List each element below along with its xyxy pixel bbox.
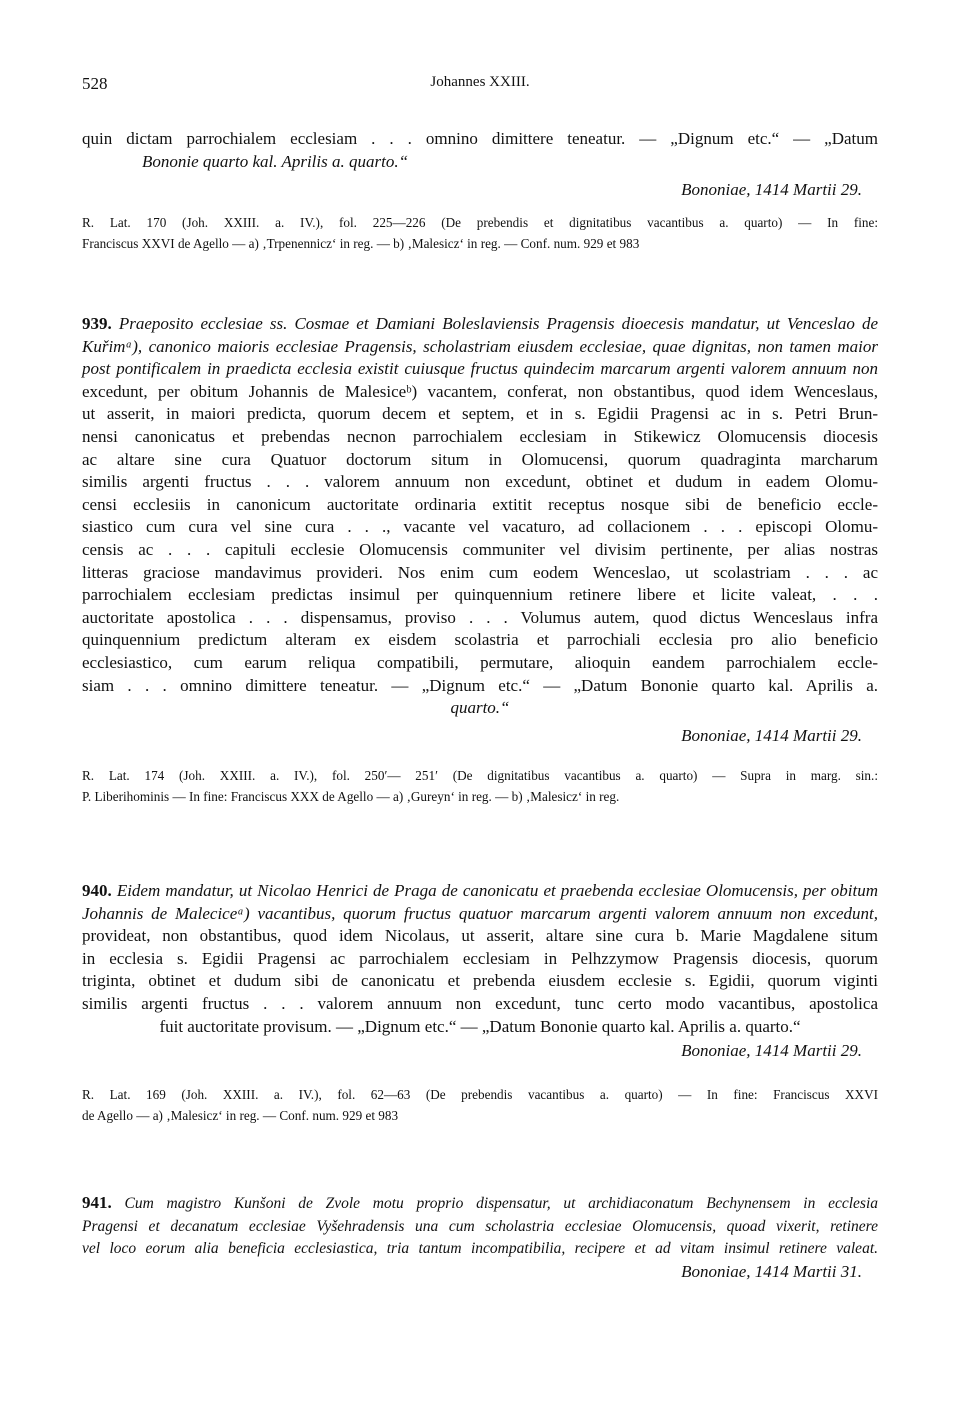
entry-date: Bononiae, 1414 Martii 29. [681, 180, 862, 200]
entry-number: 941. [82, 1193, 112, 1212]
entry-941 [82, 1192, 878, 1283]
running-title: Johannes XXIII. [430, 74, 530, 90]
entry-938-continuation [82, 128, 878, 254]
entry-text: 941. Cum magistro Kunšoni de Zvole motu proprio dispensatur, ut archidiaconatum Bechynensem in ecclesia Pragensi et decanatum ecclesiae Vyšehradensis una cum scholastria ecclesiae Olomucensis, quoad vixerit, retinere vel loco eorum alia beneficia ecclesiastica, tria tantum incompatibilia, recipere et ad vitam insimul retinere valeat. [82, 1193, 878, 1258]
entry-940: 940. Eidem mandatur, ut Nicolao Henrici de Praga de canonicatu et praebenda ecclesiae Olomucensis, per obitum Johannis de Maleciceᵃ) vacantibus, quorum fructus quatuor marcarum argenti valorem annuum non excedunt, provideat, non obstantibus, quod idem Nicolaus, ut asserit, altare sine cura b. Marie Magdalene situm in ecclesia s. Egidii Pragensi ac parrochialem ecclesiam in Pelhzzymow Pragensis diocesis, quorum triginta, obtinet et dudum sibi de canonicatu et prebenda eiusdem ecclesie s. Egidii, quorum viginti similis argenti fructus . . . valorem annuum non excedunt, tunc certo modo vacantibus, apostolica fuit auctoritate provisum. — „Dignum etc.“ — „Datum Bononie quarto kal. Aprilis a. quarto.“ Bononiae, 1414 Martii 29. R. Lat. 169 (Joh. XXIII. a. IV.), fol. 62—63 (De prebendis vacantibus a. quarto) — In fine: Franciscus XXVI de Agello — a) ‚Malesicz‘ in reg. — Conf. num. 929 et 983 [82, 880, 878, 1126]
entry-text: 940. Eidem mandatur, ut Nicolao Henrici de Praga de canonicatu et praebenda ecclesiae Olomucensis, per obitum Johannis de Maleciceᵃ) vacantibus, quorum fructus quatuor marcarum argenti valorem annuum non excedunt, provideat, non obstantibus, quod idem Nicolaus, ut asserit, altare sine cura b. Marie Magdalene situm in ecclesia s. Egidii Pragensi ac parrochialem ecclesiam in Pelhzzymow Pragensis diocesis, quorum triginta, obtinet et dudum sibi de canonicatu et prebenda eiusdem ecclesie s. Egidii, quorum viginti similis argenti fructus . . . valorem annuum non excedunt, tunc certo modo vacantibus, apostolica [82, 881, 879, 1013]
entry-date: Bononiae, 1414 Martii 29. [681, 726, 862, 746]
page-header [82, 74, 878, 98]
text-line: quin dictam parrochialem ecclesiam . . . omnino dimittere teneatur. — „Dignum etc.“ — „Datum [82, 129, 878, 148]
text-line: Bononie quarto kal. Aprilis a. quarto.“ [142, 151, 409, 171]
entry-text: 939. Praeposito ecclesiae ss. Cosmae et Damiani Boleslaviensis Pragensis dioecesis mandatur, ut Venceslao de Kuřimᵃ), canonico maioris ecclesiae Pragensis, scholastriam eiusdem ecclesiae, quae dignitas, non tamen maior post pontificalem in praedicta ecclesia existit cuiusque fructus quindecim marcarum argenti valorem annuum non excedunt, per obitum Johannis de Malesiceᵇ) vacantem, conferat, non obstantibus, quod idem Wenceslaus, ut asserit, in maiori predicta, quorum decem et septem, et in s. Egidii Pragensi ac in s. Petri Brun- nensi canonicatus et prebendas necnon parrochialem ecclesiam in Stikewicz Olomucensis diocesis ac altare sine cura Quatuor doctorum situm in Olomucensi, quorum quadraginta marcharum similis argenti fructus . . . valorem annuum non excedunt, obtinet et dudum in eadem Olomu- censi ecclesiis in canonicum auctoritate ordinaria extitit receptus nosque sibi de beneficio eccle- siastico cum cura vel sine cura . . ., vacante vel vacaturo, ad collacionem . . . episcopi Olomu- censis ac . . . capituli ecclesie Olomucensis communiter vel divisim pertinente, per alias nostras litteras graciose mandavimus provideri. Nos enim cum eodem Wenceslao, ut scolastriam . . . ac parrochialem ecclesiam predictas insimul per quinquennium retinere libere et licite valeat, . . . auctoritate apostolica . . . dispensamus, proviso . . . Volumus autem, quod dictus Wenceslaus infra quinquennium predictum alteram ex eisdem scolastria et parrochiali ecclesia pro alio beneficio ecclesiastico, cum earum reliqua compatibili, permutare, alioquin eandem parrochialem eccle- siam . . . omnino dimittere teneatur. — „Dignum etc.“ — „Datum Bononie quarto kal. Aprilis a. [82, 314, 878, 695]
entry-939: 939. Praeposito ecclesiae ss. Cosmae et Damiani Boleslaviensis Pragensis dioecesis mandatur, ut Venceslao de Kuřimᵃ), canonico maioris ecclesiae Pragensis, scholastriam eiusdem ecclesiae, quae dignitas, non tamen maior post pontificalem in praedicta ecclesia existit cuiusque fructus quindecim marcarum argenti valorem annuum non excedunt, per obitum Johannis de Malesiceᵇ) vacantem, conferat, non obstantibus, quod idem Wenceslaus, ut asserit, in maiori predicta, quorum decem et septem, et in s. Egidii Pragensi ac in s. Petri Brun- nensi canonicatus et prebendas necnon parrochialem ecclesiam in Stikewicz Olomucensis diocesis ac altare sine cura Quatuor doctorum situm in Olomucensi, quorum quadraginta marcharum similis argenti fructus . . . valorem annuum non excedunt, obtinet et dudum in eadem Olomu- censi ecclesiis in canonicum auctoritate ordinaria extitit receptus nosque sibi de beneficio eccle- siastico cum cura vel sine cura . . ., vacante vel vacaturo, ad collacionem . . . episcopi Olomu- censis ac . . . capituli ecclesie Olomucensis communiter vel divisim pertinente, per alias nostras litteras graciose mandavimus provideri. Nos enim cum eodem Wenceslao, ut scolastriam . . . ac parrochialem ecclesiam predictas insimul per quinquennium retinere libere et licite valeat, . . . auctoritate apostolica . . . dispensamus, proviso . . . Volumus autem, quod dictus Wenceslaus infra quinquennium predictum alteram ex eisdem scolastria et parrochiali ecclesia pro alio beneficio ecclesiastico, cum earum reliqua compatibili, permutare, alioquin eandem parrochialem eccle- siam . . . omnino dimittere teneatur. — „Dignum etc.“ — „Datum Bononie quarto kal. Aprilis a. quarto.“ Bononiae, 1414 Martii 29. R. Lat. 174 (Joh. XXIII. a. IV.), fol. 250′— 251′ (De dignitatibus vacantibus a. quarto) — Supra in marg. sin.: P. Liberihominis — In fine: Franciscus XXX de Agello — a) ‚Gureyn‘ in reg. — b) ‚Malesicz‘ in reg. [82, 313, 878, 807]
entry-number: 940. [82, 881, 112, 900]
entry-date: Bononiae, 1414 Martii 29. [681, 1040, 862, 1060]
archival-note: R. Lat. 170 (Joh. XXIII. a. IV.), fol. 225—226 (De prebendis et dignitatibus vacantibus a. quarto) — In fine: Franciscus XXVI de Agello — a) ‚Trpenennicz‘ in reg. — b) ‚Malesicz‘ in reg. — Conf. num. 929 et 983 [82, 215, 878, 252]
archival-note: R. Lat. 169 (Joh. XXIII. a. IV.), fol. 62—63 (De prebendis vacantibus a. quarto) — In fine: Franciscus XXVI de Agello — a) ‚Malesicz‘ in reg. — Conf. num. 929 et 983 [82, 1086, 878, 1123]
page-number: 528 [82, 74, 108, 93]
entry-date: Bononiae, 1414 Martii 31. [681, 1261, 862, 1281]
archival-note: R. Lat. 174 (Joh. XXIII. a. IV.), fol. 250′— 251′ (De dignitatibus vacantibus a. quarto) — Supra in marg. sin.: P. Liberihominis — In fine: Franciscus XXX de Agello — a) ‚Gureyn‘ in reg. — b) ‚Malesicz‘ in reg. [82, 768, 878, 805]
entry-number: 939. [82, 314, 112, 333]
